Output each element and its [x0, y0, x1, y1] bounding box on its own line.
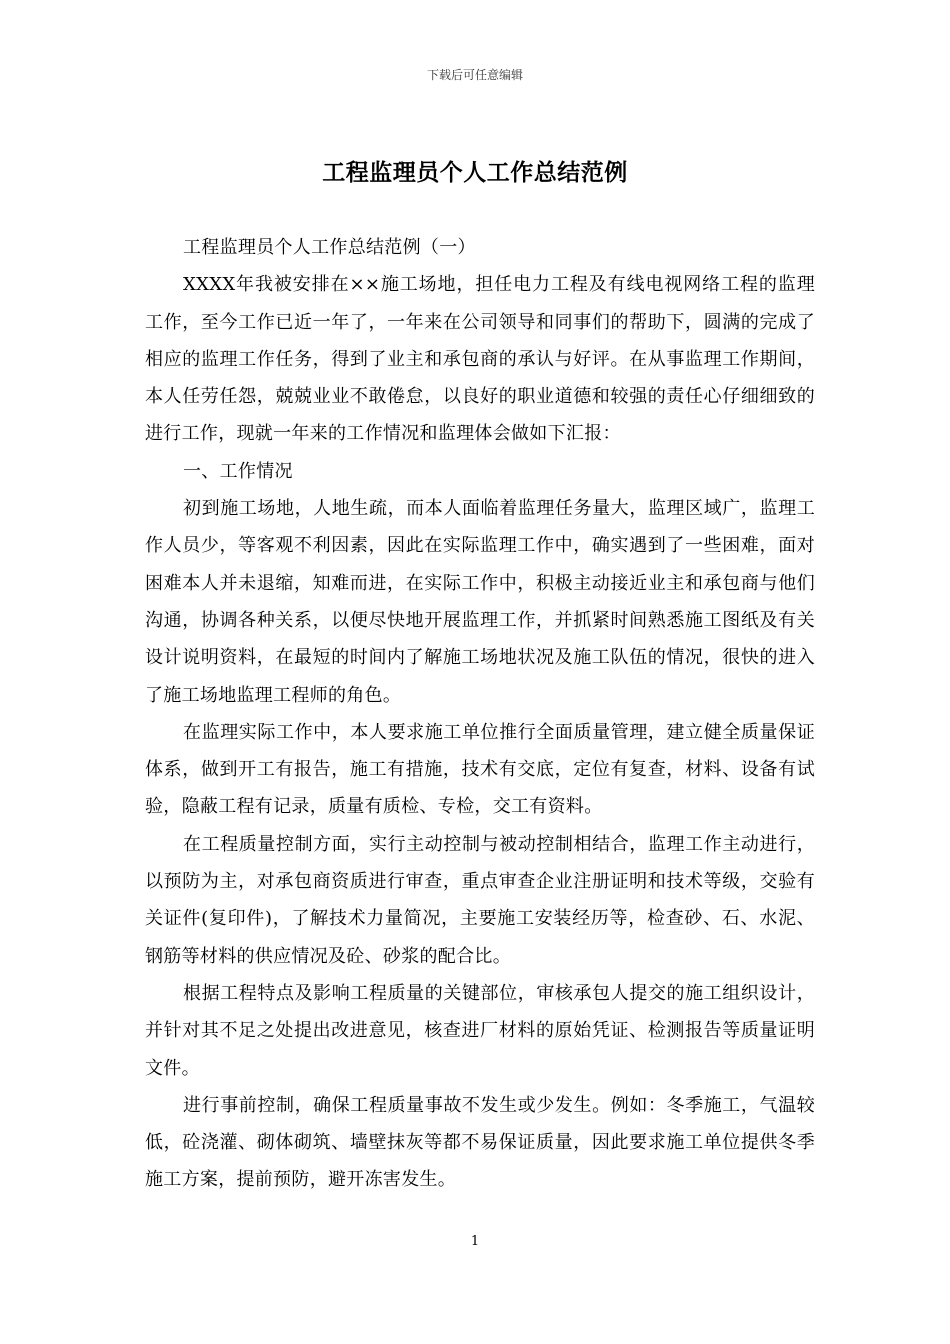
paragraph: 进行事前控制，确保工程质量事故不发生或少发生。例如：冬季施工，气温较低，砼浇灌、砌体砌筑、墙壁抹灰等都不易保证质量，因此要求施工单位提供冬季施工方案，提前预防，避开冻害发生。 — [145, 1094, 815, 1191]
section-subtitle: 工程监理员个人工作总结范例（一） — [183, 237, 476, 258]
paragraph-intro: XXXX年我被安排在××施工场地，担任电力工程及有线电视网络工程的监理工作，至今工作已近一年了，一年来在公司领导和同事们的帮助下，圆满的完成了相应的监理工作任务，得到了业主和承包商的承认与好评。在从事监理工作期间，本人任劳任怨，兢兢业业不敢倦怠，以良好的职业道德和较强的责任心仔细细致的进行工作，现就一年来的工作情况和监理体会做如下汇报： — [145, 274, 815, 445]
page-number: 1 — [470, 1234, 480, 1249]
section-heading: 一、工作情况 — [183, 460, 293, 482]
paragraph: 在工程质量控制方面，实行主动控制与被动控制相结合，监理工作主动进行，以预防为主，对承包商资质进行审查，重点审查企业注册证明和技术等级，交验有关证件(复印件)，了解技术力量简况，主要施工安装经历等，检查砂、石、水泥、钢筋等材料的供应情况及砼、砂浆的配合比。 — [145, 833, 815, 967]
paragraph: 在监理实际工作中，本人要求施工单位推行全面质量管理，建立健全质量保证体系，做到开工有报告，施工有措施，技术有交底，定位有复查，材料、设备有试验，隐蔽工程有记录，质量有质检、专检，交工有资料。 — [145, 721, 815, 818]
paragraph: 根据工程特点及影响工程质量的关键部位，审核承包人提交的施工组织设计，并针对其不足之处提出改进意见，核查进厂材料的原始凭证、检测报告等质量证明文件。 — [145, 982, 815, 1079]
document-body — [145, 229, 815, 1199]
paragraph: 初到施工场地，人地生疏，而本人面临着监理任务量大，监理区域广，监理工作人员少，等客观不利因素，因此在实际监理工作中，确实遇到了一些困难，面对困难本人并未退缩，知难而进，在实际工作中，积极主动接近业主和承包商与他们沟通，协调各种关系，以便尽快地开展监理工作，并抓紧时间熟悉施工图纸及有关设计说明资料，在最短的时间内了解施工场地状况及施工队伍的情况，很快的进入了施工场地监理工程师的角色。 — [145, 498, 815, 706]
page-header-note: 下载后可任意编辑 — [426, 68, 523, 82]
document-title: 工程监理员个人工作总结范例 — [322, 159, 628, 186]
